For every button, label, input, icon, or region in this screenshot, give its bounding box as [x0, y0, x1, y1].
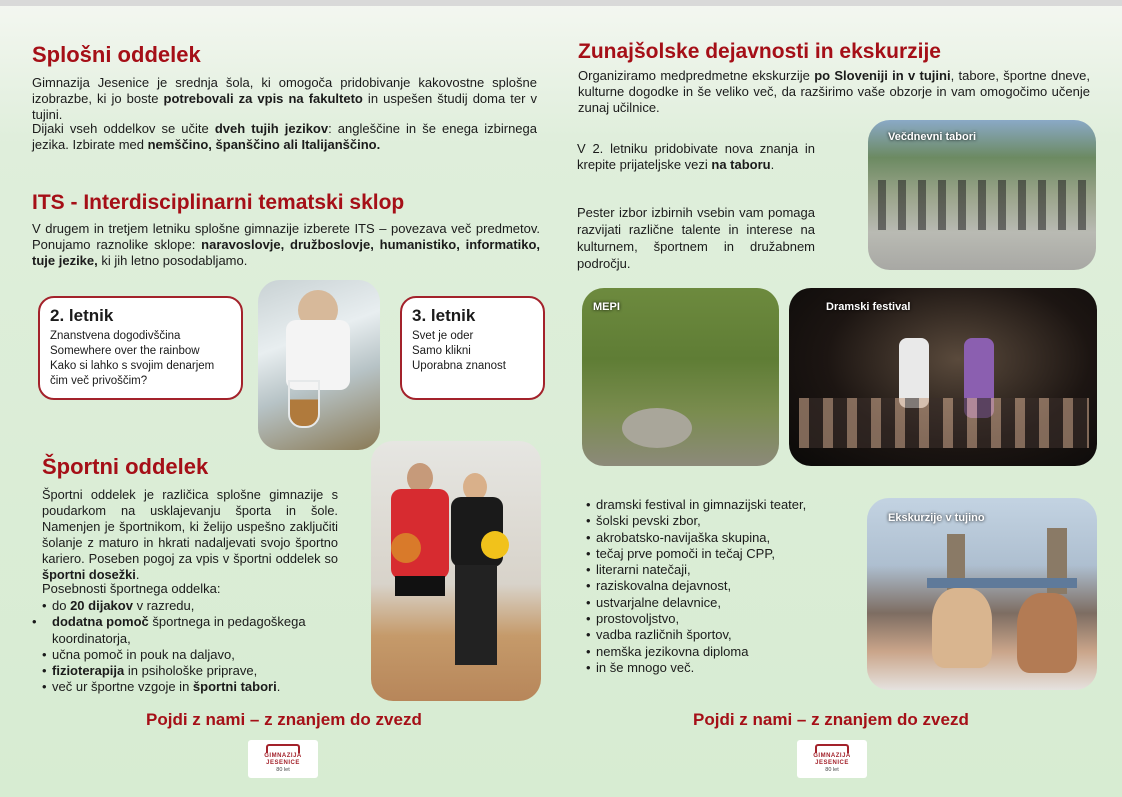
right-paragraph-1: Organiziramo medpredmetne ekskurzije po Sloveniji in v tujini, tabore, športne dneve, kulturne dogodke in še veliko več, da razširimo vaše obzorje in vam omogočimo učenje zunaj učilnice. — [578, 68, 1090, 115]
sport-subtitle: Posebnosti športnega oddelka: — [42, 581, 221, 596]
list-item: • in še mnogo več. — [586, 659, 695, 675]
year-2-item: Somewhere over the rainbow — [50, 345, 200, 357]
top-bar — [0, 0, 1122, 6]
list-item: • akrobatsko-navijaška skupina, — [586, 529, 771, 545]
splosni-title: Splošni oddelek — [32, 42, 201, 67]
logo-text: GIMNAZIJA — [264, 753, 302, 759]
logo-roof-icon — [266, 744, 300, 753]
its-title: ITS - Interdisciplinarni tematski sklop — [32, 191, 405, 214]
list-item: • prostovoljstvo, — [586, 611, 680, 627]
list-item: • dramski festival in gimnazijski teater, — [586, 497, 807, 512]
tabori-photo — [868, 120, 1096, 270]
list-item: • fizioterapija in psihološke priprave, — [42, 663, 258, 679]
photo-caption: Ekskurzije v tujino — [888, 512, 985, 524]
list-item: • do 20 dijakov v razredu, — [42, 598, 195, 613]
splosni-paragraph-1: Gimnazija Jesenice je srednja šola, ki omogoča pridobivanje kakovostne splošne izobrazbe, ki jo boste potrebovali za vpis na fakulteto in uspešen študij doma ter v tujini. — [32, 75, 537, 122]
year-2-title: 2. letnik — [50, 306, 114, 325]
sport-paragraph: Športni oddelek je različica splošne gimnazije s poudarkom na usklajevanju športa in šole. Namenjen je športnikom, ki želijo uspešno zaključiti šolanje z maturo in hkrati nadaljevati svojo športno kariero. Poseben pogoj za vpis v športni oddelek so športni dosežki. — [42, 487, 338, 582]
logo-text: JESENICE — [266, 760, 300, 766]
school-logo — [797, 740, 867, 778]
activities-list — [586, 497, 846, 676]
list-item: • vadba različnih športov, — [586, 627, 732, 643]
logo-years: 80 let — [825, 767, 839, 773]
its-paragraph: V drugem in tretjem letniku splošne gimnazije izberete ITS – povezava več predmetov. Ponujamo raznolike sklope: naravoslovje, družboslovje, humanistiko, informatiko, tuje jezike, ki jih letno posodabljamo. — [32, 221, 541, 268]
list-item: • ustvarjalne delavnice, — [586, 594, 722, 610]
slogan-right: Pojdi z nami – z znanjem do zvezd — [693, 710, 969, 729]
right-paragraph-2: V 2. letniku pridobivate nova znanja in krepite prijateljske vezi na taboru. — [577, 141, 815, 172]
list-item: • tečaj prve pomoči in tečaj CPP, — [586, 545, 775, 561]
year-3-item: Uporabna znanost — [412, 360, 506, 372]
right-title: Zunajšolske dejavnosti in ekskurzije — [578, 40, 941, 63]
school-logo — [248, 740, 318, 778]
dramski-photo — [789, 288, 1097, 466]
sport-features-list — [32, 598, 342, 696]
athletes-photo — [371, 441, 541, 701]
logo-roof-icon — [815, 744, 849, 753]
ekskurzije-photo — [867, 498, 1097, 690]
logo-years: 80 let — [276, 767, 290, 773]
year-3-item: Svet je oder — [412, 330, 474, 342]
photo-caption: Dramski festival — [826, 301, 911, 313]
list-item: • literarni natečaji, — [586, 562, 691, 578]
list-item: • več ur športne vzgoje in športni tabori. — [42, 679, 281, 695]
right-paragraph-3: Pester izbor izbirnih vsebin vam pomaga razvijati različne talente in interese na kulturnem, športnem in družabnem področju. — [577, 205, 815, 271]
list-item: • učna pomoč in pouk na daljavo, — [42, 646, 235, 662]
photo-caption: MEPI — [593, 301, 620, 313]
lab-photo — [258, 280, 380, 450]
year-2-item: Kako si lahko s svojim denarjem čim več privoščim? — [50, 360, 215, 387]
year-2-box — [38, 296, 243, 400]
list-item: • šolski pevski zbor, — [586, 513, 701, 529]
list-item: • nemška jezikovna diploma — [586, 643, 749, 659]
logo-text: GIMNAZIJA — [813, 753, 851, 759]
slogan-left: Pojdi z nami – z znanjem do zvezd — [146, 710, 422, 729]
year-3-box — [400, 296, 545, 400]
splosni-paragraph-2: Dijaki vseh oddelkov se učite dveh tujih jezikov: angleščine in še enega izbirnega jezika. Izbirate med nemščino, španščino ali Italijanščino. — [32, 121, 537, 152]
year-2-item: Znanstvena dogodivščina — [50, 330, 181, 342]
year-3-title: 3. letnik — [412, 306, 476, 325]
sport-title: Športni oddelek — [42, 454, 209, 479]
logo-text: JESENICE — [815, 760, 849, 766]
list-item: • raziskovalna dejavnost, — [586, 578, 732, 594]
year-3-item: Samo klikni — [412, 345, 471, 357]
list-item: • dodatna pomoč športnega in pedagoškega koordinatorja, — [32, 614, 306, 646]
mepi-photo — [582, 288, 779, 466]
photo-caption: Večdnevni tabori — [888, 131, 977, 143]
